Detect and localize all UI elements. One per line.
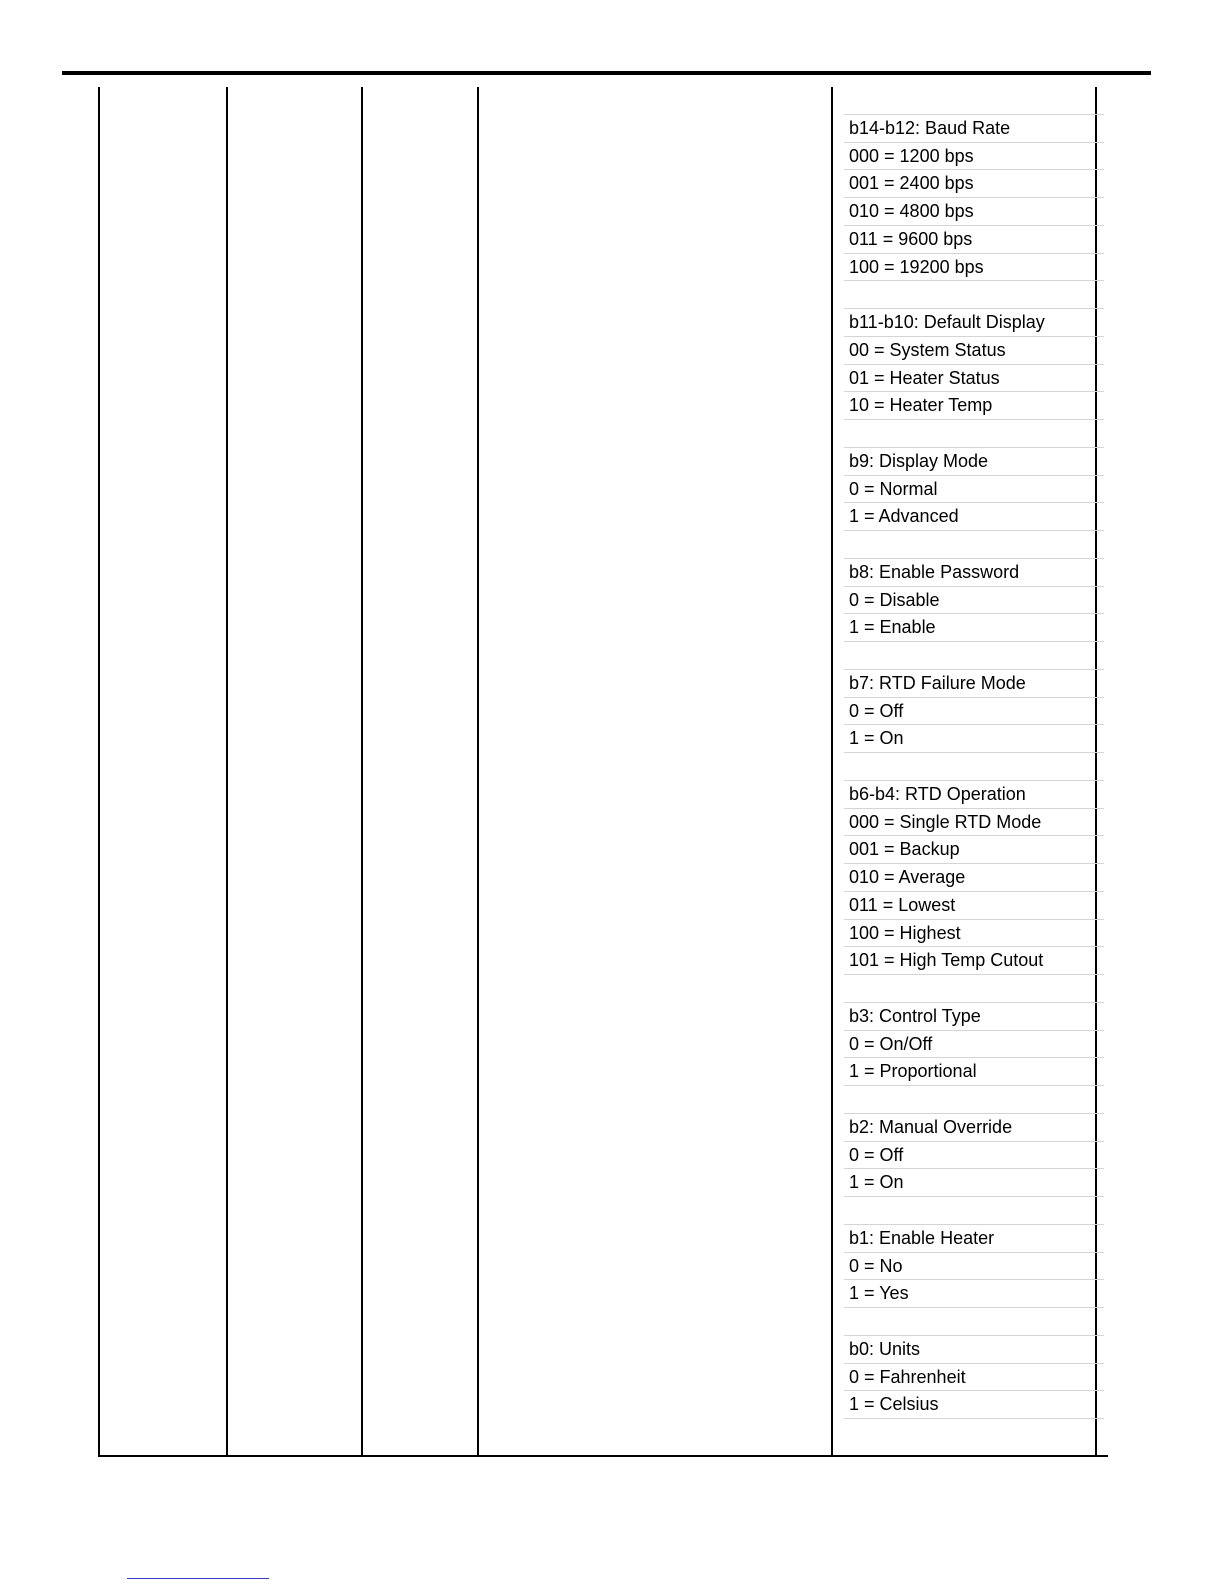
bit-definition-row: 0 = Normal — [844, 476, 1104, 504]
bit-definition-row: 100 = 19200 bps — [844, 254, 1104, 282]
bit-definition-row: 001 = 2400 bps — [844, 170, 1104, 198]
bit-definition-row: 1 = Enable — [844, 614, 1104, 642]
bit-definition-row: b2: Manual Override — [844, 1114, 1104, 1142]
blank-row — [844, 975, 1104, 1003]
table-border-left — [98, 87, 100, 1457]
bit-definition-row: 00 = System Status — [844, 337, 1104, 365]
bit-definition-row: 010 = 4800 bps — [844, 198, 1104, 226]
bit-definition-row: 1 = Proportional — [844, 1058, 1104, 1086]
bit-definition-row: 1 = Celsius — [844, 1391, 1104, 1419]
bit-definitions-column — [844, 87, 1104, 1419]
column-divider-3 — [477, 87, 479, 1457]
blank-row — [844, 753, 1104, 781]
bit-definition-row: 000 = Single RTD Mode — [844, 809, 1104, 837]
column-divider-1 — [226, 87, 228, 1457]
bit-definition-row: b9: Display Mode — [844, 448, 1104, 476]
bit-definition-row: b11-b10: Default Display — [844, 309, 1104, 337]
bit-definition-row: 0 = Disable — [844, 587, 1104, 615]
bit-definition-row: b1: Enable Heater — [844, 1225, 1104, 1253]
header-rule — [62, 71, 1151, 75]
bit-definition-row: 10 = Heater Temp — [844, 392, 1104, 420]
blank-row — [844, 1197, 1104, 1225]
bit-definition-row: 011 = 9600 bps — [844, 226, 1104, 254]
register-table — [98, 87, 1107, 1457]
bit-definition-row: b8: Enable Password — [844, 559, 1104, 587]
bit-definition-row: 0 = Off — [844, 698, 1104, 726]
blank-row — [844, 642, 1104, 670]
bit-definition-row: b6-b4: RTD Operation — [844, 781, 1104, 809]
bit-definition-row: b3: Control Type — [844, 1003, 1104, 1031]
bit-definition-row: 0 = Fahrenheit — [844, 1364, 1104, 1392]
bit-definition-row: 1 = On — [844, 1169, 1104, 1197]
bit-definition-row: b7: RTD Failure Mode — [844, 670, 1104, 698]
blank-row — [844, 1308, 1104, 1336]
blank-row — [844, 1086, 1104, 1114]
bit-definition-row: 01 = Heater Status — [844, 365, 1104, 393]
bit-definition-row: b14-b12: Baud Rate — [844, 115, 1104, 143]
bit-definition-row: 0 = On/Off — [844, 1031, 1104, 1059]
table-border-bottom — [98, 1455, 1108, 1457]
bit-definition-row: 011 = Lowest — [844, 892, 1104, 920]
bit-definition-row: 1 = Advanced — [844, 503, 1104, 531]
blank-row — [844, 420, 1104, 448]
bit-definition-row: 000 = 1200 bps — [844, 143, 1104, 171]
column-divider-4 — [831, 87, 833, 1457]
footer-link-underline[interactable] — [127, 1578, 269, 1579]
blank-row — [844, 281, 1104, 309]
bit-definition-row: 010 = Average — [844, 864, 1104, 892]
bit-definition-row: b0: Units — [844, 1336, 1104, 1364]
bit-definition-row: 1 = On — [844, 725, 1104, 753]
bit-definition-row: 100 = Highest — [844, 920, 1104, 948]
column-divider-2 — [361, 87, 363, 1457]
bit-definition-row: 001 = Backup — [844, 836, 1104, 864]
bit-definition-row: 1 = Yes — [844, 1280, 1104, 1308]
bit-definition-row: 101 = High Temp Cutout — [844, 947, 1104, 975]
blank-row — [844, 87, 1104, 115]
blank-row — [844, 531, 1104, 559]
bit-definition-row: 0 = No — [844, 1253, 1104, 1281]
bit-definition-row: 0 = Off — [844, 1142, 1104, 1170]
